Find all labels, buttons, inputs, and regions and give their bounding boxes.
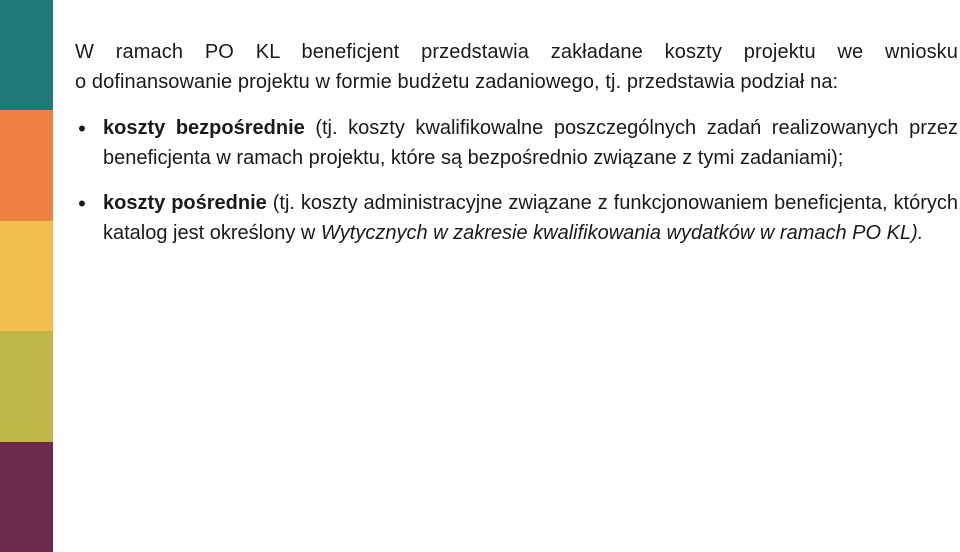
stripe-orange: [0, 110, 53, 220]
bullet-marker: •: [78, 116, 86, 141]
intro-line-1: W ramach PO KL beneficjent przedstawia zakładane koszty projektu we wniosku: [75, 41, 958, 63]
cost-types-list: [75, 114, 958, 248]
decorative-color-stripes: [0, 0, 53, 552]
intro-line-2: o dofinansowanie projektu w formie budżetu zadaniowego, tj. przedstawia podział na:: [75, 70, 839, 93]
bullet-marker: •: [78, 191, 86, 216]
slide-content: [75, 38, 958, 264]
stripe-plum: [0, 442, 53, 552]
intro-paragraph: [75, 38, 958, 97]
guidelines-reference: Wytycznych w zakresie kwalifikowania wydatków w ramach PO KL).: [320, 221, 924, 244]
stripe-olive: [0, 331, 53, 441]
direct-costs-term: koszty bezpośrednie: [103, 117, 305, 139]
direct-costs-description: (tj. koszty kwalifikowalne poszczególnych zadań realizowanych przez beneficjenta w ramach projektu, które są bezpośrednio związane z tymi zadaniami);: [103, 117, 958, 169]
indirect-costs-term: koszty pośrednie: [103, 192, 267, 214]
list-item-direct-costs: [75, 114, 958, 173]
list-item-indirect-costs: [75, 189, 958, 248]
stripe-yellow: [0, 221, 53, 331]
stripe-teal: [0, 0, 53, 110]
indirect-costs-description: (tj. koszty administracyjne związane z funkcjonowaniem beneficjenta, których katalog jest określony w: [103, 192, 958, 244]
